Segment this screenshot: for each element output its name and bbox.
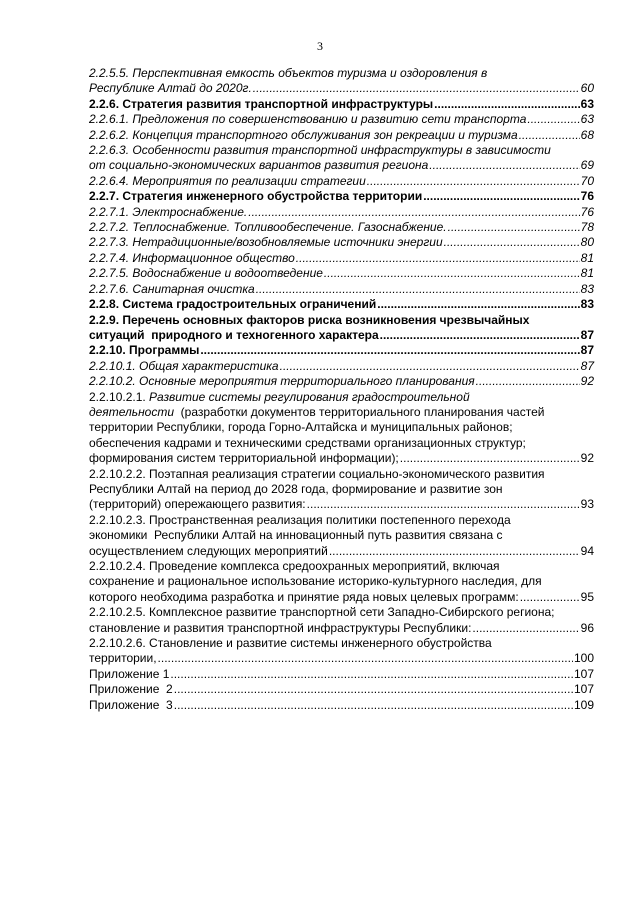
toc-entry[interactable] bbox=[89, 220, 594, 235]
toc-entry-text: становление и развития транспортной инфраструктуры Республики: bbox=[89, 620, 472, 635]
toc-entry-text: 2.2.6.3. Особенности развития транспортной инфраструктуры в зависимости bbox=[89, 143, 551, 158]
dot-leader bbox=[380, 328, 580, 343]
toc-entry-text: формирования систем территориальной информации); bbox=[89, 451, 399, 466]
toc-entry-text: 2.2.10.2.5. Комплексное развитие транспортной сети Западно-Сибирского региона; bbox=[89, 605, 555, 620]
toc-entry[interactable] bbox=[89, 374, 594, 389]
toc-page-number: 95 bbox=[580, 589, 594, 604]
toc-entry-text: 2.2.7.6. Санитарная очистка bbox=[89, 281, 255, 296]
toc-page-number: 63 bbox=[580, 112, 594, 127]
toc-entry[interactable] bbox=[89, 467, 594, 513]
toc-entry[interactable] bbox=[89, 636, 594, 667]
toc-entry-text: от социально-экономических вариантов развития региона bbox=[89, 158, 429, 173]
toc-entry[interactable] bbox=[89, 605, 594, 636]
toc-entry[interactable] bbox=[89, 112, 594, 127]
toc-page-number: 76 bbox=[580, 189, 594, 204]
dot-leader bbox=[324, 266, 580, 281]
toc-entry-text: 2.2.7. Стратегия инженерного обустройства территории bbox=[89, 189, 423, 204]
dot-leader bbox=[519, 128, 580, 143]
toc-entry[interactable] bbox=[89, 235, 594, 250]
toc-page-number: 92 bbox=[580, 451, 594, 466]
toc-entry[interactable] bbox=[89, 513, 594, 559]
toc-page-number: 69 bbox=[580, 158, 594, 173]
dot-leader bbox=[377, 297, 579, 312]
toc-entry[interactable] bbox=[89, 297, 594, 312]
toc-entry-text: территории, bbox=[89, 651, 157, 666]
dot-leader bbox=[434, 97, 579, 112]
toc-page-number: 83 bbox=[580, 281, 594, 296]
toc-entry[interactable] bbox=[89, 359, 594, 374]
toc-entry-text: 2.2.10.2.4. Проведение комплекса средоохранных мероприятий, включая bbox=[89, 559, 500, 573]
toc-entry[interactable] bbox=[89, 390, 594, 467]
dot-leader bbox=[400, 451, 580, 466]
toc-entry[interactable] bbox=[89, 698, 594, 713]
toc-entry-text: 2.2.10.1. Общая характеристика bbox=[89, 358, 279, 373]
toc-entry-text: осуществлением следующих мероприятий bbox=[89, 543, 328, 558]
dot-leader bbox=[158, 651, 573, 666]
toc-page-number: 93 bbox=[580, 497, 594, 512]
toc-entry-text: 2.2.10. Программы bbox=[89, 343, 200, 358]
dot-leader bbox=[296, 251, 580, 266]
toc-page-number: 80 bbox=[580, 235, 594, 250]
toc-entry[interactable] bbox=[89, 143, 594, 174]
toc-page-number: 109 bbox=[573, 697, 594, 712]
dot-leader bbox=[476, 374, 580, 389]
toc-page-number: 81 bbox=[580, 250, 594, 265]
toc-entry[interactable] bbox=[89, 205, 594, 220]
dot-leader bbox=[253, 81, 580, 96]
toc-page-number: 100 bbox=[573, 651, 594, 666]
page-number: 3 bbox=[317, 39, 323, 53]
toc-page-number: 107 bbox=[573, 682, 594, 697]
toc-page-number: 87 bbox=[580, 358, 594, 373]
toc-entry-text: экономики Республики Алтай на инновационный путь развития связана с bbox=[89, 528, 503, 543]
toc-entry[interactable] bbox=[89, 174, 594, 189]
toc-entry-text: 2.2.9. Перечень основных факторов риска возникновения чрезвычайных bbox=[89, 312, 530, 327]
toc-page-number: 60 bbox=[580, 81, 594, 96]
toc-page-number: 81 bbox=[580, 266, 594, 281]
toc-entry[interactable] bbox=[89, 667, 594, 682]
toc-page-number: 68 bbox=[580, 127, 594, 142]
toc-entry[interactable] bbox=[89, 66, 594, 97]
toc-page-number: 94 bbox=[580, 543, 594, 558]
toc-entry-text: 2.2.10.2.2. Поэтапная реализация стратегии социально-экономического развития bbox=[89, 466, 545, 481]
dot-leader bbox=[200, 343, 579, 358]
toc-entry-text: Приложение 3 bbox=[89, 697, 173, 712]
toc-entry-text: 2.2.6.4. Мероприятия по реализации стратегии bbox=[89, 173, 366, 188]
toc-entry[interactable] bbox=[89, 282, 594, 297]
toc-entry-text: деятельности (разработки документов территориального планирования частей bbox=[89, 404, 545, 419]
toc-entry-text: обеспечения кадрами и техническими средствами организационных структур; bbox=[89, 435, 526, 450]
toc-entry-text: 2.2.7.2. Теплоснабжение. Топливообеспечение. Газоснабжение. bbox=[89, 220, 447, 235]
toc-entry-text: Приложение 2 bbox=[89, 682, 173, 697]
toc-entry-text: ситуаций природного и техногенного характера bbox=[89, 327, 379, 342]
dot-leader bbox=[444, 235, 580, 250]
toc-entry-text: сохранение и рациональное использование историко-культурного наследия, для bbox=[89, 574, 542, 589]
toc-entry-text: Республики Алтай на период до 2028 года, формирование и развитие зон bbox=[89, 481, 503, 496]
toc-entry[interactable] bbox=[89, 97, 594, 112]
dot-leader bbox=[307, 497, 580, 512]
toc-page-number: 87 bbox=[580, 327, 594, 342]
toc-page-number: 96 bbox=[580, 620, 594, 635]
toc-page-number: 63 bbox=[580, 96, 594, 111]
toc-entry-text: Приложение 1 bbox=[89, 666, 170, 681]
toc-page-number: 76 bbox=[580, 204, 594, 219]
dot-leader bbox=[423, 189, 579, 204]
toc-page-number: 107 bbox=[573, 666, 594, 681]
toc-entry-text: 2.2.10.2. Основные мероприятия территориального планирования bbox=[89, 374, 475, 389]
dot-leader bbox=[170, 667, 573, 682]
toc-entry[interactable] bbox=[89, 189, 594, 204]
toc-entry-text: 2.2.10.2.6. Становление и развитие системы инженерного обустройства bbox=[89, 636, 492, 651]
dot-leader bbox=[248, 205, 579, 220]
toc-entry-text: территории Республики, города Горно-Алтайска и муниципальных районов; bbox=[89, 420, 513, 435]
toc-entry-text: которого необходима разработка и принятие ряда новых целевых программ: bbox=[89, 589, 519, 604]
dot-leader bbox=[472, 621, 579, 636]
dot-leader bbox=[429, 158, 579, 173]
toc-entry-text: (территорий) опережающего развития: bbox=[89, 497, 306, 512]
toc-entry-text: 2.2.7.5. Водоснабжение и водоотведение bbox=[89, 266, 323, 281]
toc-entry-text: 2.2.8. Система градостроительных ограничений bbox=[89, 297, 377, 312]
toc-entry-text: 2.2.7.4. Информационное общество bbox=[89, 250, 295, 265]
toc-entry[interactable] bbox=[89, 251, 594, 266]
toc-page-number: 78 bbox=[580, 220, 594, 235]
dot-leader bbox=[448, 220, 580, 235]
table-of-contents bbox=[89, 66, 594, 713]
toc-entry-text: 2.2.10.2.3. Пространственная реализация политики постепенного перехода bbox=[89, 512, 511, 527]
toc-entry-text: 2.2.6. Стратегия развития транспортной инфраструктуры bbox=[89, 96, 434, 111]
dot-leader bbox=[280, 359, 580, 374]
dot-leader bbox=[174, 682, 573, 697]
dot-leader bbox=[329, 544, 580, 559]
toc-entry[interactable] bbox=[89, 682, 594, 697]
toc-entry-text: 2.2.6.1. Предложения по совершенствованию и развитию сети транспорта bbox=[89, 112, 527, 127]
toc-entry-text: 2.2.7.1. Электроснабжение. bbox=[89, 204, 248, 219]
toc-entry-text: 2.2.7.3. Нетрадиционные/возобновляемые источники энергии bbox=[89, 235, 443, 250]
toc-page-number: 92 bbox=[580, 374, 594, 389]
dot-leader bbox=[520, 590, 580, 605]
toc-page-number: 87 bbox=[580, 343, 594, 358]
toc-entry-text: 2.2.6.2. Концепция транспортного обслуживания зон рекреации и туризма bbox=[89, 127, 518, 142]
toc-entry-text: 2.2.5.5. Перспективная емкость объектов туризма и оздоровления в bbox=[89, 66, 488, 80]
toc-page-number: 70 bbox=[580, 173, 594, 188]
toc-entry[interactable] bbox=[89, 313, 594, 344]
toc-entry-text: Республике Алтай до 2020г. bbox=[89, 81, 252, 96]
toc-entry[interactable] bbox=[89, 266, 594, 281]
toc-entry[interactable] bbox=[89, 559, 594, 605]
dot-leader bbox=[367, 174, 580, 189]
toc-page-number: 83 bbox=[580, 297, 594, 312]
toc-entry[interactable] bbox=[89, 128, 594, 143]
toc-entry[interactable] bbox=[89, 343, 594, 358]
dot-leader bbox=[174, 698, 573, 713]
toc-entry-text: 2.2.10.2.1. Развитие системы регулирования градостроительной bbox=[89, 389, 470, 404]
dot-leader bbox=[527, 112, 579, 127]
dot-leader bbox=[256, 282, 580, 297]
